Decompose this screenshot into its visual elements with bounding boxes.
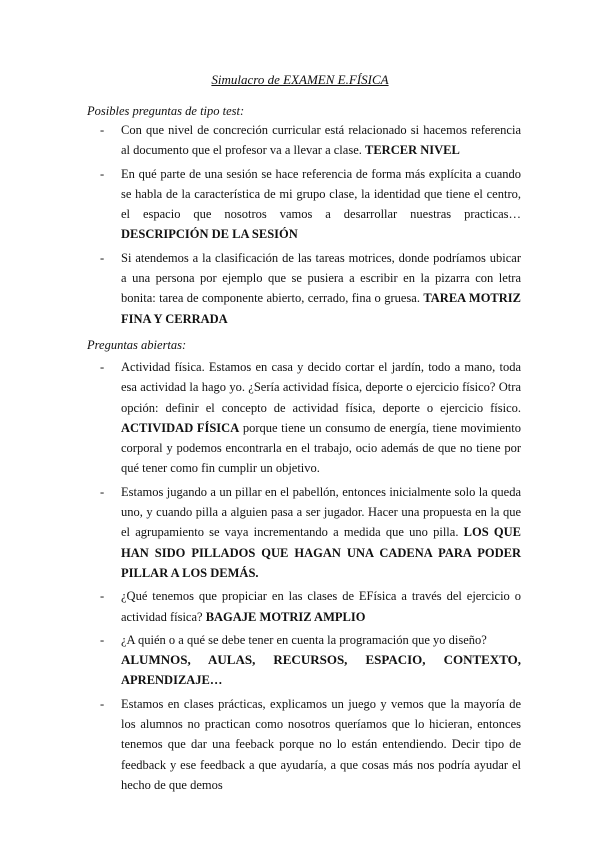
bullet-dash: - bbox=[100, 589, 105, 604]
bullet-dash: - bbox=[100, 250, 105, 265]
question-answer: TAREA MOTRIZ FINA Y CERRADA bbox=[121, 291, 521, 326]
question-answer: LOS QUE HAN SIDO PILLADOS QUE HAGAN UNA CADENA PARA PODER PILLAR A LOS DEMÁS. bbox=[121, 525, 521, 580]
test-question-3 bbox=[87, 248, 521, 329]
bullet-dash: - bbox=[100, 166, 105, 181]
question-text: ¿A quién o a qué se debe tener en cuenta la programación que yo diseño? bbox=[121, 632, 487, 647]
question-text-continued: porque tiene un consumo de energía, tiene movimiento corporal y podemos encontrarla en el trabajo, ocio además de que no tiene por qué tener como fin cumplir un objetivo. bbox=[121, 420, 521, 476]
open-question-5 bbox=[87, 694, 521, 795]
bullet-dash: - bbox=[100, 484, 105, 499]
test-question-1 bbox=[87, 120, 521, 161]
bullet-dash: - bbox=[100, 696, 105, 711]
open-question-3 bbox=[87, 586, 521, 627]
question-text: Con que nivel de concreción curricular está relacionado si hacemos referencia al documento que el profesor va a llevar a clase. bbox=[121, 123, 521, 158]
open-question-4 bbox=[87, 630, 521, 691]
test-question-list bbox=[87, 120, 521, 332]
bullet-dash: - bbox=[100, 123, 105, 137]
bullet-dash: - bbox=[100, 360, 105, 374]
open-question-2 bbox=[87, 482, 521, 583]
question-answer: DESCRIPCIÓN DE LA SESIÓN bbox=[121, 227, 298, 242]
bullet-dash: - bbox=[100, 632, 105, 647]
question-answer: BAGAJE MOTRIZ AMPLIO bbox=[205, 609, 366, 624]
question-text: En qué parte de una sesión se hace referencia de forma más explícita a cuando se habla de la característica de mi grupo clase, la identidad que tiene el centro, el espacio que nosotros vamos a desarrollar nuestras practicas… bbox=[121, 166, 521, 222]
question-text: ¿Qué tenemos que propiciar en las clases de EFísica a través del ejercicio o actividad física? bbox=[121, 589, 521, 624]
section-heading-open: Preguntas abiertas: bbox=[87, 338, 187, 352]
question-answer-line-1: ALUMNOS, AULAS, RECURSOS, ESPACIO, CONTEXTO, bbox=[121, 652, 521, 668]
test-question-2 bbox=[87, 164, 521, 245]
document-title: Simulacro de EXAMEN E.FÍSICA bbox=[211, 72, 389, 87]
open-question-1 bbox=[87, 357, 521, 479]
section-heading-test: Posibles preguntas de tipo test: bbox=[87, 104, 245, 118]
question-answer: ACTIVIDAD FÍSICA bbox=[121, 420, 240, 435]
open-question-list bbox=[87, 357, 521, 798]
question-answer: TERCER NIVEL bbox=[365, 143, 460, 158]
question-text: Estamos jugando a un pillar en el pabellón, entonces inicialmente solo la queda uno, y cuando pilla a alguien pasa a ser jugador. Hacer una propuesta en la que el agrupamiento se vaya incrementando a medida que uno pilla. bbox=[121, 484, 521, 540]
question-text: Estamos en clases prácticas, explicamos un juego y vemos que la mayoría de los alumnos no practican como nosotros queríamos que lo hicieran, entonces tenemos que dar una feeback porque no lo están entendiendo. Decir tipo de feedback y ese feedback a que ayudaría, a que cosas más nos podría ayudar el hecho de que demos bbox=[121, 696, 521, 792]
question-text: Si atendemos a la clasificación de las tareas motrices, donde podríamos ubicar a una persona por ejemplo que se pusiera a escribir en la pizarra con letra bonita: tarea de componente abierto, cerrado, fina o gruesa. bbox=[121, 250, 521, 306]
question-answer-line-2: APRENDIZAJE… bbox=[121, 673, 223, 688]
question-text: Actividad física. Estamos en casa y decido cortar el jardín, todo a mano, toda esa actividad la hago yo. ¿Sería actividad física, deporte o ejercicio físico? Otra opción: definir el concepto de actividad física, deporte o ejercicio físico. bbox=[121, 360, 521, 415]
